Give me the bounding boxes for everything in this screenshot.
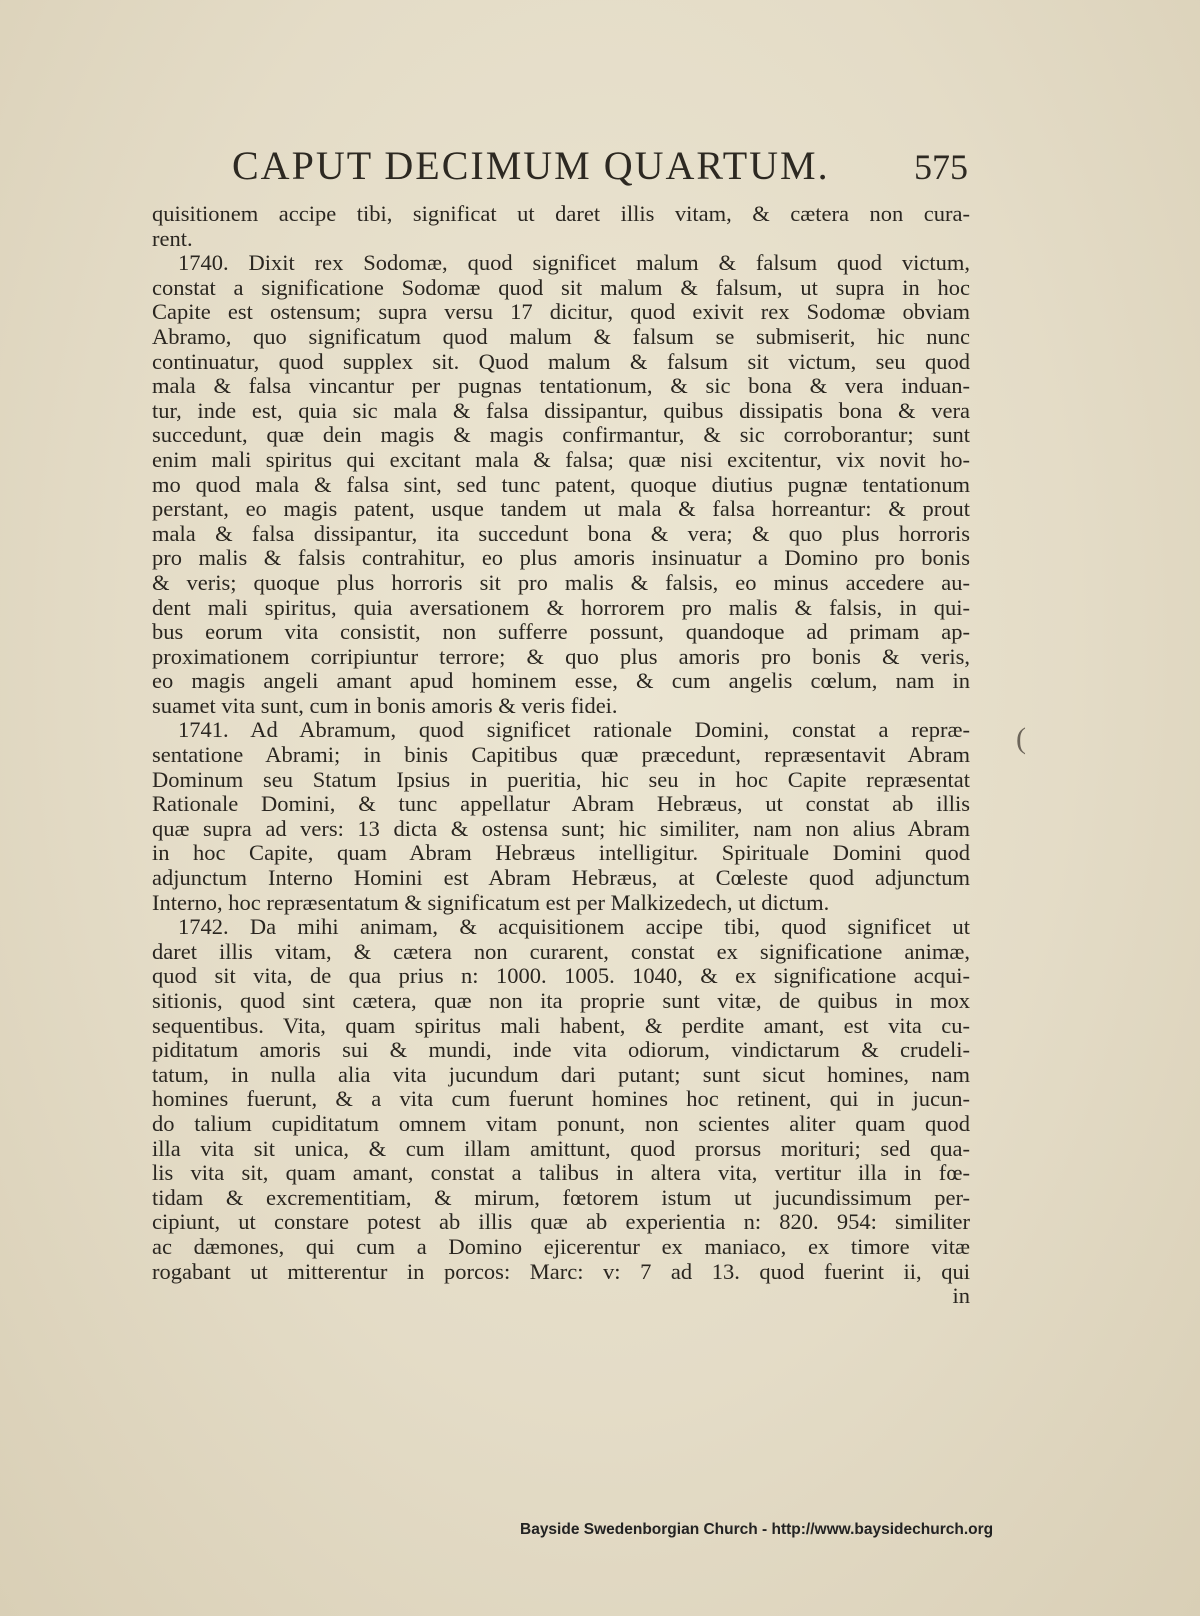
text-line: 1741. Ad Abramum, quod significet rationale Domini, constat a repræ- bbox=[178, 717, 970, 743]
text-line: illa vita sit unica, & cum illam amittunt, quod prorsus morituri; sed qua- bbox=[152, 1135, 970, 1161]
text-line: sentatione Abrami; in binis Capitibus quæ præcedunt, repræsentavit Abram bbox=[152, 742, 970, 768]
text-line: ac dæmones, qui cum a Domino ejicerentur ex maniaco, ex timore vitæ bbox=[152, 1233, 970, 1259]
text-line: Abramo, quo significatum quod malum & falsum se submiserit, hic nunc bbox=[152, 323, 970, 349]
text-line: do talium cupiditatum omnem vitam ponunt, non scientes aliter quam quod bbox=[152, 1110, 970, 1136]
text-line: constat a significatione Sodomæ quod sit malum & falsum, ut supra in hoc bbox=[152, 274, 970, 300]
text-line: lis vita sit, quam amant, constat a talibus in altera vita, vertitur illa in fœ- bbox=[152, 1160, 970, 1186]
text-line: 1742. Da mihi animam, & acquisitionem accipe tibi, quod significet ut bbox=[178, 914, 970, 940]
text-line: tur, inde est, quia sic mala & falsa dissipantur, quibus dissipatis bona & vera bbox=[152, 397, 970, 423]
text-line: bus eorum vita consistit, non sufferre possunt, quandoque ad primam ap- bbox=[152, 619, 970, 645]
text-line: pro malis & falsis contrahitur, eo plus amoris insinuatur a Domino pro bonis bbox=[152, 545, 970, 571]
text-line: piditatum amoris sui & mundi, inde vita odiorum, vindictarum & crudeli- bbox=[152, 1037, 970, 1063]
text-line: eo magis angeli amant apud hominem esse, & cum angelis cœlum, nam in bbox=[152, 668, 970, 694]
text-line: 1740. Dixit rex Sodomæ, quod significet malum & falsum quod victum, bbox=[178, 250, 970, 276]
text-line: proximationem corripiuntur terrore; & quo plus amoris pro bonis & veris, bbox=[152, 643, 970, 669]
margin-mark: ( bbox=[1016, 722, 1026, 755]
text-line: tatum, in nulla alia vita jucundum dari putant; sunt sicut homines, nam bbox=[152, 1061, 970, 1087]
text-line: rogabant ut mitterentur in porcos: Marc: v: 7 ad 13. quod fuerint ii, qui bbox=[152, 1258, 970, 1284]
footer-credit: Bayside Swedenborgian Church - http://www.baysidechurch.org bbox=[520, 1521, 994, 1538]
text-line: quisitionem accipe tibi, significat ut daret illis vitam, & cætera non cura- bbox=[152, 201, 970, 226]
text-line: rent. bbox=[152, 225, 193, 251]
text-line: succedunt, quæ dein magis & magis confirmantur, & sic corroborantur; sunt bbox=[152, 422, 970, 448]
text-line: Interno, hoc repræsentatum & significatum est per Malkizedech, ut dictum. bbox=[152, 889, 830, 915]
text-line: mala & falsa dissipantur, ita succedunt bona & vera; & quo plus horroris bbox=[152, 520, 970, 546]
text-line: mo quod mala & falsa sint, sed tunc patent, quoque diutius pugnæ tentationum bbox=[152, 471, 970, 497]
text-line: perstant, eo magis patent, usque tandem ut mala & falsa horreantur: & prout bbox=[152, 496, 970, 522]
text-line: Dominum seu Statum Ipsius in pueritia, hic seu in hoc Capite repræsentat bbox=[152, 766, 970, 792]
text-line: daret illis vitam, & cætera non curarent, constat ex significatione animæ, bbox=[152, 938, 970, 964]
text-line: quæ supra ad vers: 13 dicta & ostensa sunt; hic similiter, nam non alius Abram bbox=[152, 815, 970, 841]
text-line: adjunctum Interno Homini est Abram Hebræus, at Cœleste quod adjunctum bbox=[152, 865, 970, 891]
text-line: tidam & excrementitiam, & mirum, fœtorem istum ut jucundissimum per- bbox=[152, 1184, 970, 1210]
text-line: quod sit vita, de qua prius n: 1000. 1005. 1040, & ex significatione acqui- bbox=[152, 963, 970, 989]
text-line: in hoc Capite, quam Abram Hebræus intelligitur. Spirituale Domini quod bbox=[152, 840, 970, 866]
text-line: continuatur, quod supplex sit. Quod malum & falsum sit victum, seu quod bbox=[152, 348, 970, 374]
running-title: CAPUT DECIMUM QUARTUM. bbox=[232, 143, 830, 188]
text-line: sitionis, quod sint cætera, quæ non ita proprie sunt vitæ, de quibus in mox bbox=[152, 988, 970, 1013]
catchword: in bbox=[952, 1283, 970, 1309]
text-line: homines fuerunt, & a vita cum fuerunt homines hoc retinent, qui in jucun- bbox=[152, 1086, 970, 1112]
text-line: & veris; quoque plus horroris sit pro malis & falsis, eo minus accedere au- bbox=[152, 569, 970, 595]
body-text bbox=[152, 202, 970, 1309]
text-line: Capite est ostensum; supra versu 17 dicitur, quod exivit rex Sodomæ obviam bbox=[152, 299, 970, 325]
text-line: suamet vita sunt, cum in bonis amoris & veris fidei. bbox=[152, 692, 618, 718]
page-number: 575 bbox=[914, 147, 968, 187]
page-header bbox=[232, 142, 968, 202]
text-line: cipiunt, ut constare potest ab illis quæ ab experientia n: 820. 954: similiter bbox=[152, 1209, 970, 1235]
text-line: Rationale Domini, & tunc appellatur Abram Hebræus, ut constat ab illis bbox=[152, 791, 970, 817]
text-line: sequentibus. Vita, quam spiritus mali habent, & perdite amant, est vita cu- bbox=[152, 1012, 970, 1038]
text-line: mala & falsa vincantur per pugnas tentationum, & sic bona & vera induan- bbox=[152, 373, 970, 399]
text-line: dent mali spiritus, quia aversationem & horrorem pro malis & falsis, in qui- bbox=[152, 594, 970, 620]
text-line: enim mali spiritus qui excitant mala & falsa; quæ nisi excitentur, vix novit ho- bbox=[152, 446, 970, 472]
